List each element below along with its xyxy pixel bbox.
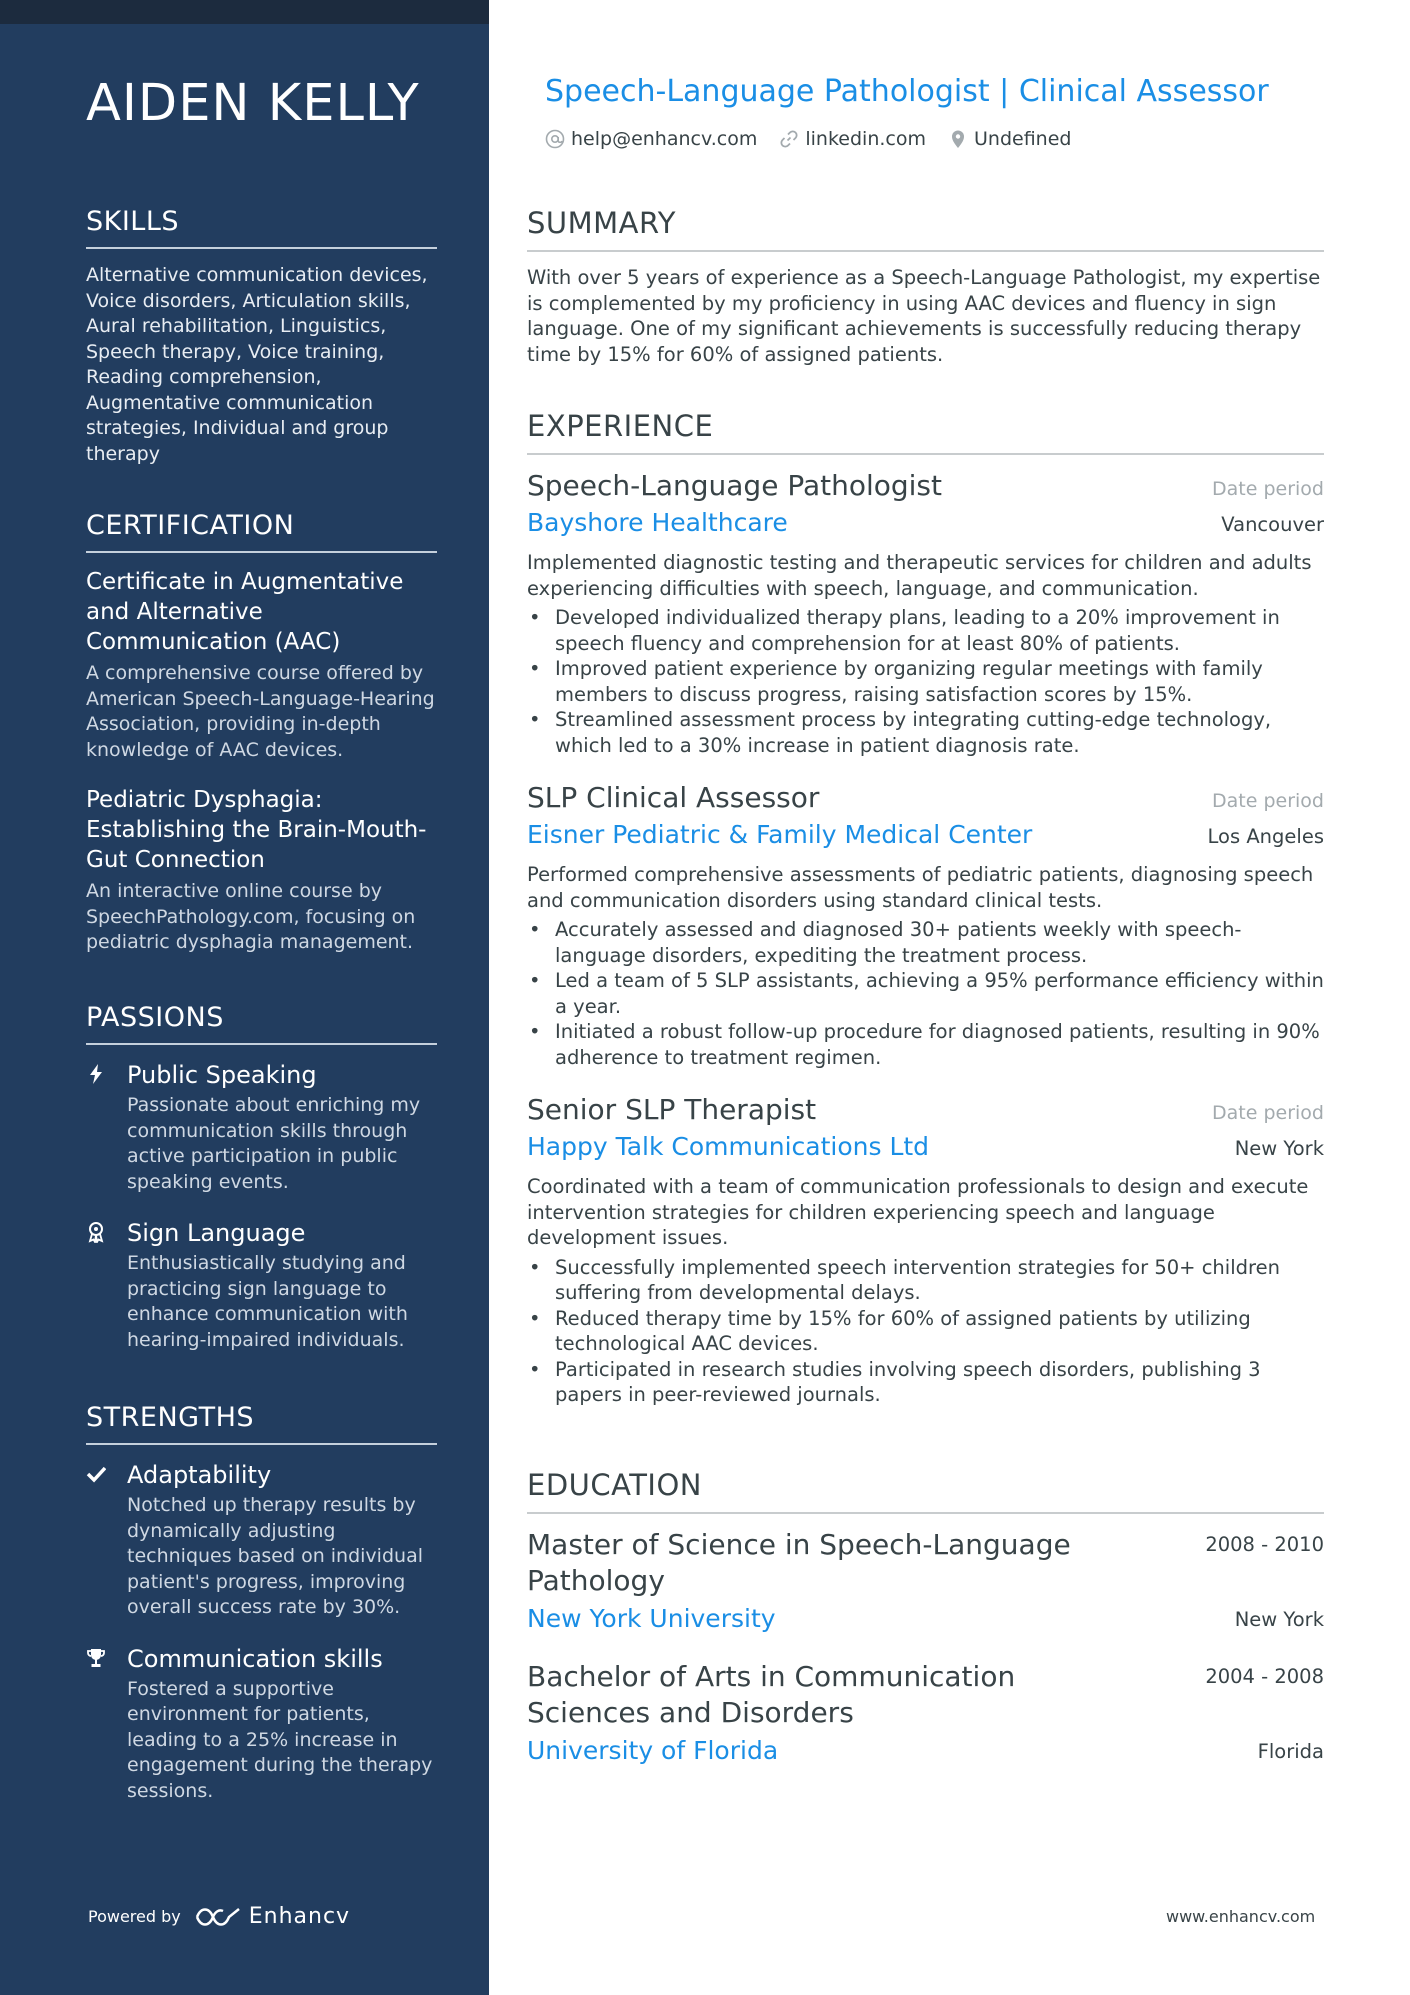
summary-text: With over 5 years of experience as a Speech-Language Pathologist, my expertise is complemented by my proficiency in using AAC devices and fluency in sign language. One of my significant achievements is successfully reducing therapy time by 15% for 60% of assigned patients. (527, 266, 1321, 366)
job-bullet: • Improved patient experience by organizing regular meetings with family members to discuss progress, raising satisfaction scores by 15%. (527, 656, 1324, 707)
job-bullet: • Led a team of 5 SLP assistants, achieving a 95% performance efficiency within a year. (527, 968, 1324, 1019)
job-bullet: • Reduced therapy time by 15% for 60% of assigned patients by utilizing technological AAC devices. (527, 1306, 1324, 1357)
contact-bar (545, 128, 1071, 150)
email-contact[interactable] (545, 128, 757, 150)
job-bullets (527, 1255, 1324, 1408)
job-company: Bayshore Healthcare (527, 508, 788, 537)
passion-item-title: Public Speaking (127, 1061, 317, 1089)
strengths-title: STRENGTHS (86, 1402, 437, 1445)
sidebar (0, 0, 489, 1995)
passion-item (86, 1059, 437, 1195)
job-bullet: • Successfully implemented speech intervention strategies for 50+ children suffering from developmental delays. (527, 1255, 1324, 1306)
job-location: New York (1234, 1137, 1324, 1160)
footer-url[interactable]: www.enhancv.com (1166, 1907, 1316, 1926)
skills-section (86, 206, 437, 467)
sidebar-top-bar (0, 0, 489, 24)
passions-section (86, 1002, 437, 1375)
trophy-icon (86, 1647, 106, 1669)
education-section (527, 1468, 1324, 1791)
education-location: Florida (1257, 1739, 1324, 1763)
job-location: Vancouver (1221, 513, 1324, 536)
education-school: New York University (527, 1604, 776, 1633)
certification-item-desc: A comprehensive course offered by American Speech-Language-Hearing Association, providing in-depth knowledge of AAC devices. (86, 662, 435, 761)
experience-title: EXPERIENCE (527, 409, 1324, 455)
passion-item (86, 1217, 437, 1353)
job-company: Eisner Pediatric & Family Medical Center (527, 820, 1033, 849)
strength-item-desc: Fostered a supportive environment for patients, leading to a 25% increase in engagement during the therapy sessions. (127, 1677, 433, 1802)
strength-item-title: Communication skills (127, 1644, 383, 1673)
summary-title: SUMMARY (527, 206, 1324, 252)
certification-section (86, 510, 437, 978)
job-title: Senior SLP Therapist (527, 1093, 817, 1126)
education-entry (527, 1659, 1324, 1771)
job-bullet: • Initiated a robust follow-up procedure for diagnosed patients, resulting in 90% adherence to treatment regimen. (527, 1019, 1324, 1070)
job-description: Coordinated with a team of communication professionals to design and execute intervention strategies for children experiencing speech and language development issues. (527, 1175, 1309, 1249)
link-icon (779, 129, 799, 149)
passion-item-desc: Passionate about enriching my communication skills through active participation in public speaking events. (127, 1094, 421, 1193)
education-entry (527, 1527, 1324, 1639)
job-title: SLP Clinical Assessor (527, 781, 820, 814)
experience-section (527, 409, 1324, 1430)
linkedin-contact[interactable] (779, 128, 926, 150)
certification-item-desc: An interactive online course by SpeechPathology.com, focusing on pediatric dysphagia management. (86, 880, 416, 953)
passions-title: PASSIONS (86, 1002, 437, 1045)
lightning-icon (86, 1063, 106, 1085)
skills-text: Alternative communication devices, Voice disorders, Articulation skills, Aural rehabilitation, Linguistics, Speech therapy, Voice training, Reading comprehension, Augmentative communication strategies, Individual and group therapy (86, 264, 428, 465)
job-date: Date period (1212, 478, 1324, 500)
strength-item (86, 1459, 437, 1621)
award-icon (86, 1221, 106, 1243)
certification-item-title: Pediatric Dysphagia: Establishing the Brain-Mouth-Gut Connection (86, 787, 427, 873)
strength-item-title: Adaptability (127, 1461, 272, 1489)
powered-by (88, 1904, 350, 1929)
enhancv-logo-icon (195, 1905, 241, 1929)
candidate-name: AIDEN KELLY (86, 74, 420, 133)
education-degree: Master of Science in Speech-Language Pathology (527, 1528, 1071, 1597)
education-school: University of Florida (527, 1736, 779, 1765)
job-bullets (527, 917, 1324, 1070)
education-location: New York (1234, 1607, 1324, 1631)
job-title: Speech-Language Pathologist (527, 469, 942, 502)
strength-item (86, 1643, 437, 1805)
certification-item (86, 785, 437, 956)
skills-title: SKILLS (86, 206, 437, 249)
passion-item-title: Sign Language (127, 1219, 306, 1247)
job-description: Implemented diagnostic testing and therapeutic services for children and adults experiencing difficulties with speech, language, and communication. (527, 551, 1312, 600)
powered-by-text: Powered by (88, 1907, 181, 1926)
enhancv-brand-text: Enhancv (248, 1904, 351, 1929)
job-date: Date period (1212, 1102, 1324, 1124)
location-pin-icon (948, 129, 968, 149)
strengths-section (86, 1402, 437, 1826)
job-entry (527, 468, 1324, 758)
job-bullet: • Streamlined assessment process by integrating cutting-edge technology, which led to a 30% increase in patient diagnosis rate. (527, 707, 1324, 758)
job-bullet: • Accurately assessed and diagnosed 30+ patients weekly with speech-language disorders, expediting the treatment process. (527, 917, 1324, 968)
job-bullet: • Participated in research studies involving speech disorders, publishing 3 papers in peer-reviewed journals. (527, 1357, 1324, 1408)
linkedin-text: linkedin.com (805, 128, 926, 150)
job-entry (527, 780, 1324, 1070)
job-location: Los Angeles (1207, 825, 1324, 848)
location-text: Undefined (974, 128, 1072, 150)
job-entry (527, 1092, 1324, 1408)
at-icon (545, 129, 565, 149)
education-date: 2008 - 2010 (1205, 1533, 1324, 1556)
education-title: EDUCATION (527, 1468, 1324, 1514)
certification-title: CERTIFICATION (86, 510, 437, 553)
job-bullet: • Developed individualized therapy plans, leading to a 20% improvement in speech fluency and comprehension for at least 80% of patients. (527, 605, 1324, 656)
enhancv-logo[interactable] (195, 1904, 350, 1929)
email-text: help@enhancv.com (571, 128, 758, 150)
strength-item-desc: Notched up therapy results by dynamically adjusting techniques based on individual patient's progress, improving overall success rate by 30%. (127, 1494, 423, 1618)
location-contact (948, 128, 1071, 150)
summary-section (527, 206, 1324, 367)
certification-item (86, 567, 437, 763)
job-description: Performed comprehensive assessments of pediatric patients, diagnosing speech and communication disorders using standard clinical tests. (527, 863, 1314, 912)
education-degree: Bachelor of Arts in Communication Sciences and Disorders (527, 1660, 1016, 1729)
job-bullets (527, 605, 1324, 758)
checkmark-icon (86, 1463, 106, 1485)
headline: Speech-Language Pathologist | Clinical Assessor (545, 74, 1269, 109)
education-date: 2004 - 2008 (1205, 1665, 1324, 1688)
certification-item-title: Certificate in Augmentative and Alternative Communication (AAC) (86, 569, 404, 655)
passion-item-desc: Enthusiastically studying and practicing sign language to enhance communication with hearing-impaired individuals. (127, 1252, 408, 1351)
job-company: Happy Talk Communications Ltd (527, 1132, 930, 1161)
job-date: Date period (1212, 790, 1324, 812)
